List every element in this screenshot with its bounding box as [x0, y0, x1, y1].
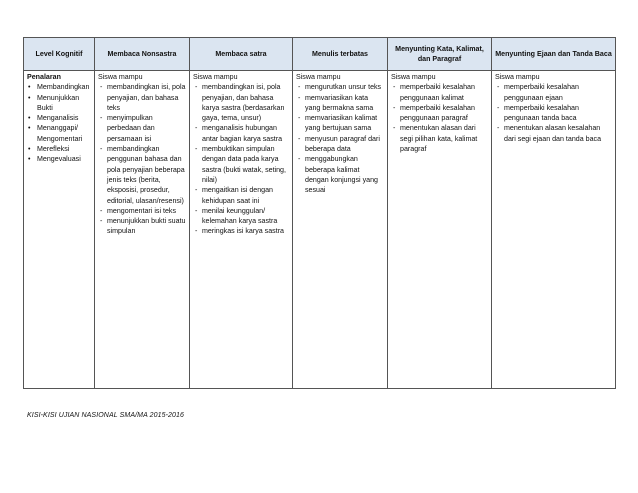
- cell-intro: Siswa mampu: [296, 73, 341, 81]
- list-item: • Menganalisis: [27, 113, 91, 123]
- list-item: - menyusun paragraf dari beberapa data: [296, 134, 384, 155]
- cell-intro: Siswa mampu: [98, 73, 143, 81]
- list-item: - menunjukkan bukti suatu simpulan: [98, 216, 186, 237]
- header-menulis-terbatas: Menulis terbatas: [293, 38, 388, 71]
- list-item: - membandingkan penggunan bahasa dan pola penyajian beberapa jenis teks (berita, eksposisi, prosedur, editorial, ulasan/resensi): [98, 144, 186, 206]
- level-cell: [24, 71, 95, 389]
- nonsastra-list: [98, 82, 186, 236]
- cell-intro: Siswa mampu: [391, 73, 436, 81]
- list-item: - memvariasikan kata yang bermakna sama: [296, 93, 384, 114]
- list-item: - memperbaiki kesalahan penggunaan kalimat: [391, 82, 488, 103]
- kisi-kisi-table: [23, 37, 616, 389]
- menyunting-ejaan-cell: [492, 71, 616, 389]
- list-item: • Menanggapi/ Mengomentari: [27, 123, 91, 144]
- page-footer: KISI-KISI UJIAN NASIONAL SMA/MA 2015-2016: [27, 412, 184, 419]
- menulis-cell: [293, 71, 388, 389]
- list-item: - menentukan alasan dari segi pilihan kata, kalimat paragraf: [391, 123, 488, 154]
- list-item: - mengurutkan unsur teks: [296, 82, 384, 92]
- list-item: - memperbaiki kesalahan penggunaan paragraf: [391, 103, 488, 124]
- menulis-list: [296, 82, 384, 195]
- list-item: • Membandingkan: [27, 82, 91, 92]
- list-item: • Mengevaluasi: [27, 154, 91, 164]
- header-row: [24, 38, 616, 71]
- list-item: • Menunjukkan Bukti: [27, 93, 91, 114]
- list-item: • Merefleksi: [27, 144, 91, 154]
- cell-intro: Siswa mampu: [193, 73, 238, 81]
- table-row: [24, 71, 616, 389]
- list-item: - menganalisis hubungan antar bagian karya sastra: [193, 123, 289, 144]
- header-menyunting-ejaan: Menyunting Ejaan dan Tanda Baca: [492, 38, 616, 71]
- menyunting-kata-list: [391, 82, 488, 154]
- cell-intro: Siswa mampu: [495, 73, 540, 81]
- list-item: - membandingkan isi, pola penyajian, dan bahasa karya sastra (berdasarkan gaya, tema, unsur): [193, 82, 289, 123]
- level-title: Penalaran: [27, 73, 61, 81]
- list-item: - menggabungkan beberapa kalimat dengan konjungsi yang sesuai: [296, 154, 384, 195]
- list-item: - menentukan alasan kesalahan dari segi ejaan dan tanda baca: [495, 123, 612, 144]
- list-item: - menilai keunggulan/ kelemahan karya sastra: [193, 206, 289, 227]
- header-level-kognitif: Level Kognitif: [24, 38, 95, 71]
- menyunting-kata-cell: [388, 71, 492, 389]
- list-item: - memperbaiki kesalahan penggunaan ejaan: [495, 82, 612, 103]
- header-membaca-nonsastra: Membaca Nonsastra: [95, 38, 190, 71]
- menyunting-ejaan-list: [495, 82, 612, 144]
- nonsastra-cell: [95, 71, 190, 389]
- sastra-list: [193, 82, 289, 236]
- list-item: - menyimpulkan perbedaan dan persamaan isi: [98, 113, 186, 144]
- header-membaca-sastra: Membaca satra: [190, 38, 293, 71]
- list-item: - membandingkan isi, pola penyajian, dan bahasa teks: [98, 82, 186, 113]
- sastra-cell: [190, 71, 293, 389]
- list-item: - memperbaiki kesalahan pengunaan tanda baca: [495, 103, 612, 124]
- list-item: - mengaitkan isi dengan kehidupan saat ini: [193, 185, 289, 206]
- level-list: [27, 82, 91, 164]
- list-item: - meringkas isi karya sastra: [193, 226, 289, 236]
- list-item: - membuktikan simpulan dengan data pada karya sastra (bukti watak, seting, nilai): [193, 144, 289, 185]
- list-item: - memvariasikan kalimat yang bertujuan sama: [296, 113, 384, 134]
- list-item: - mengomentari isi teks: [98, 206, 186, 216]
- header-menyunting-kata: Menyunting Kata, Kalimat, dan Paragraf: [388, 38, 492, 71]
